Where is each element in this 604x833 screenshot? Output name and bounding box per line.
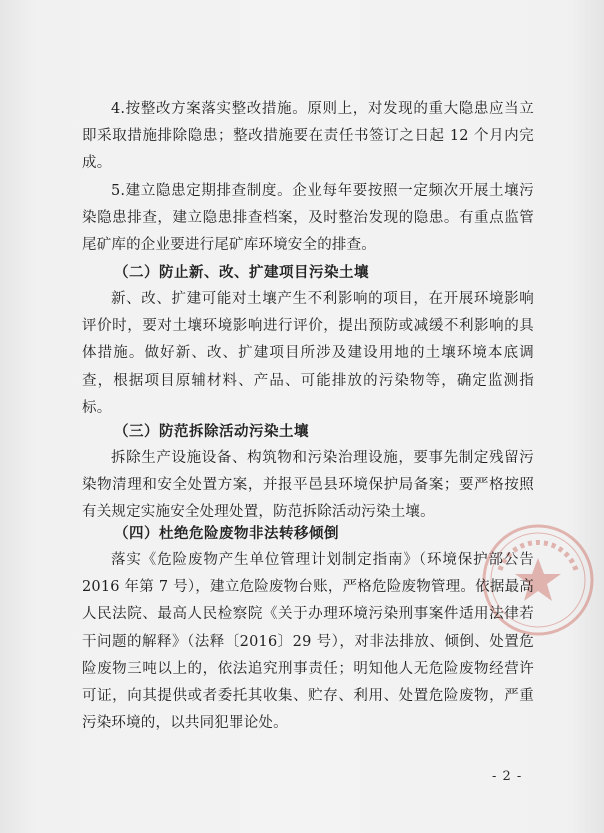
section-heading-2: （二）防止新、改、扩建项目污染土壤 <box>114 264 369 281</box>
paragraph-item-4: 4.按整改方案落实整改措施。原则上，对发现的重大隐患应当立即采取措施排除隐患；整改措施要在责任书签订之日起 12 个月内完成。 <box>82 101 534 172</box>
paragraph-section-4: 落实《危险废物产生单位管理计划制定指南》（环境保护部公告 2016 年第 7 号），建立危险废物台账，严格危险废物管理。依据最高人民法院、最高人民检察院《关于办理环境污染刑事案件适用法律若干问题的解释》（法释〔2016〕29 号），对非法排放、倾倒、处置危险废物三吨以上的，依法追究刑事责任；明知他人无危险废物经营许可证，向其提供或者委托其收集、贮存、利用、处置危险废物，严重污染环境的，以共同犯罪论处。 <box>82 552 534 732</box>
paragraph-section-2: 新、改、扩建可能对土壤产生不利影响的项目，在开展环境影响评价时，要对土壤环境影响进行评价，提出预防或减缓不利影响的具体措施。做好新、改、扩建项目所涉及建设用地的土壤环境本底调查，根据项目原辅材料、产品、可能排放的污染物等，确定监测指标。 <box>82 291 534 416</box>
page-number: - 2 - <box>492 769 523 784</box>
section-heading-3: （三）防范拆除活动污染土壤 <box>114 423 309 440</box>
paragraph-item-5: 5.建立隐患定期排查制度。企业每年要按照一定频次开展土壤污染隐患排查，建立隐患排查档案，及时整治发现的隐患。有重点监管尾矿库的企业要进行尾矿库环境安全的排查。 <box>82 183 534 254</box>
section-heading-4: （四）杜绝危险废物非法转移倾倒 <box>114 525 339 542</box>
paragraph-section-3: 拆除生产设施设备、构筑物和污染治理设施，要事先制定残留污染物清理和安全处置方案，并报平邑县环境保护局备案；要严格按照有关规定实施安全处理处置，防范拆除活动污染土壤。 <box>82 450 534 521</box>
